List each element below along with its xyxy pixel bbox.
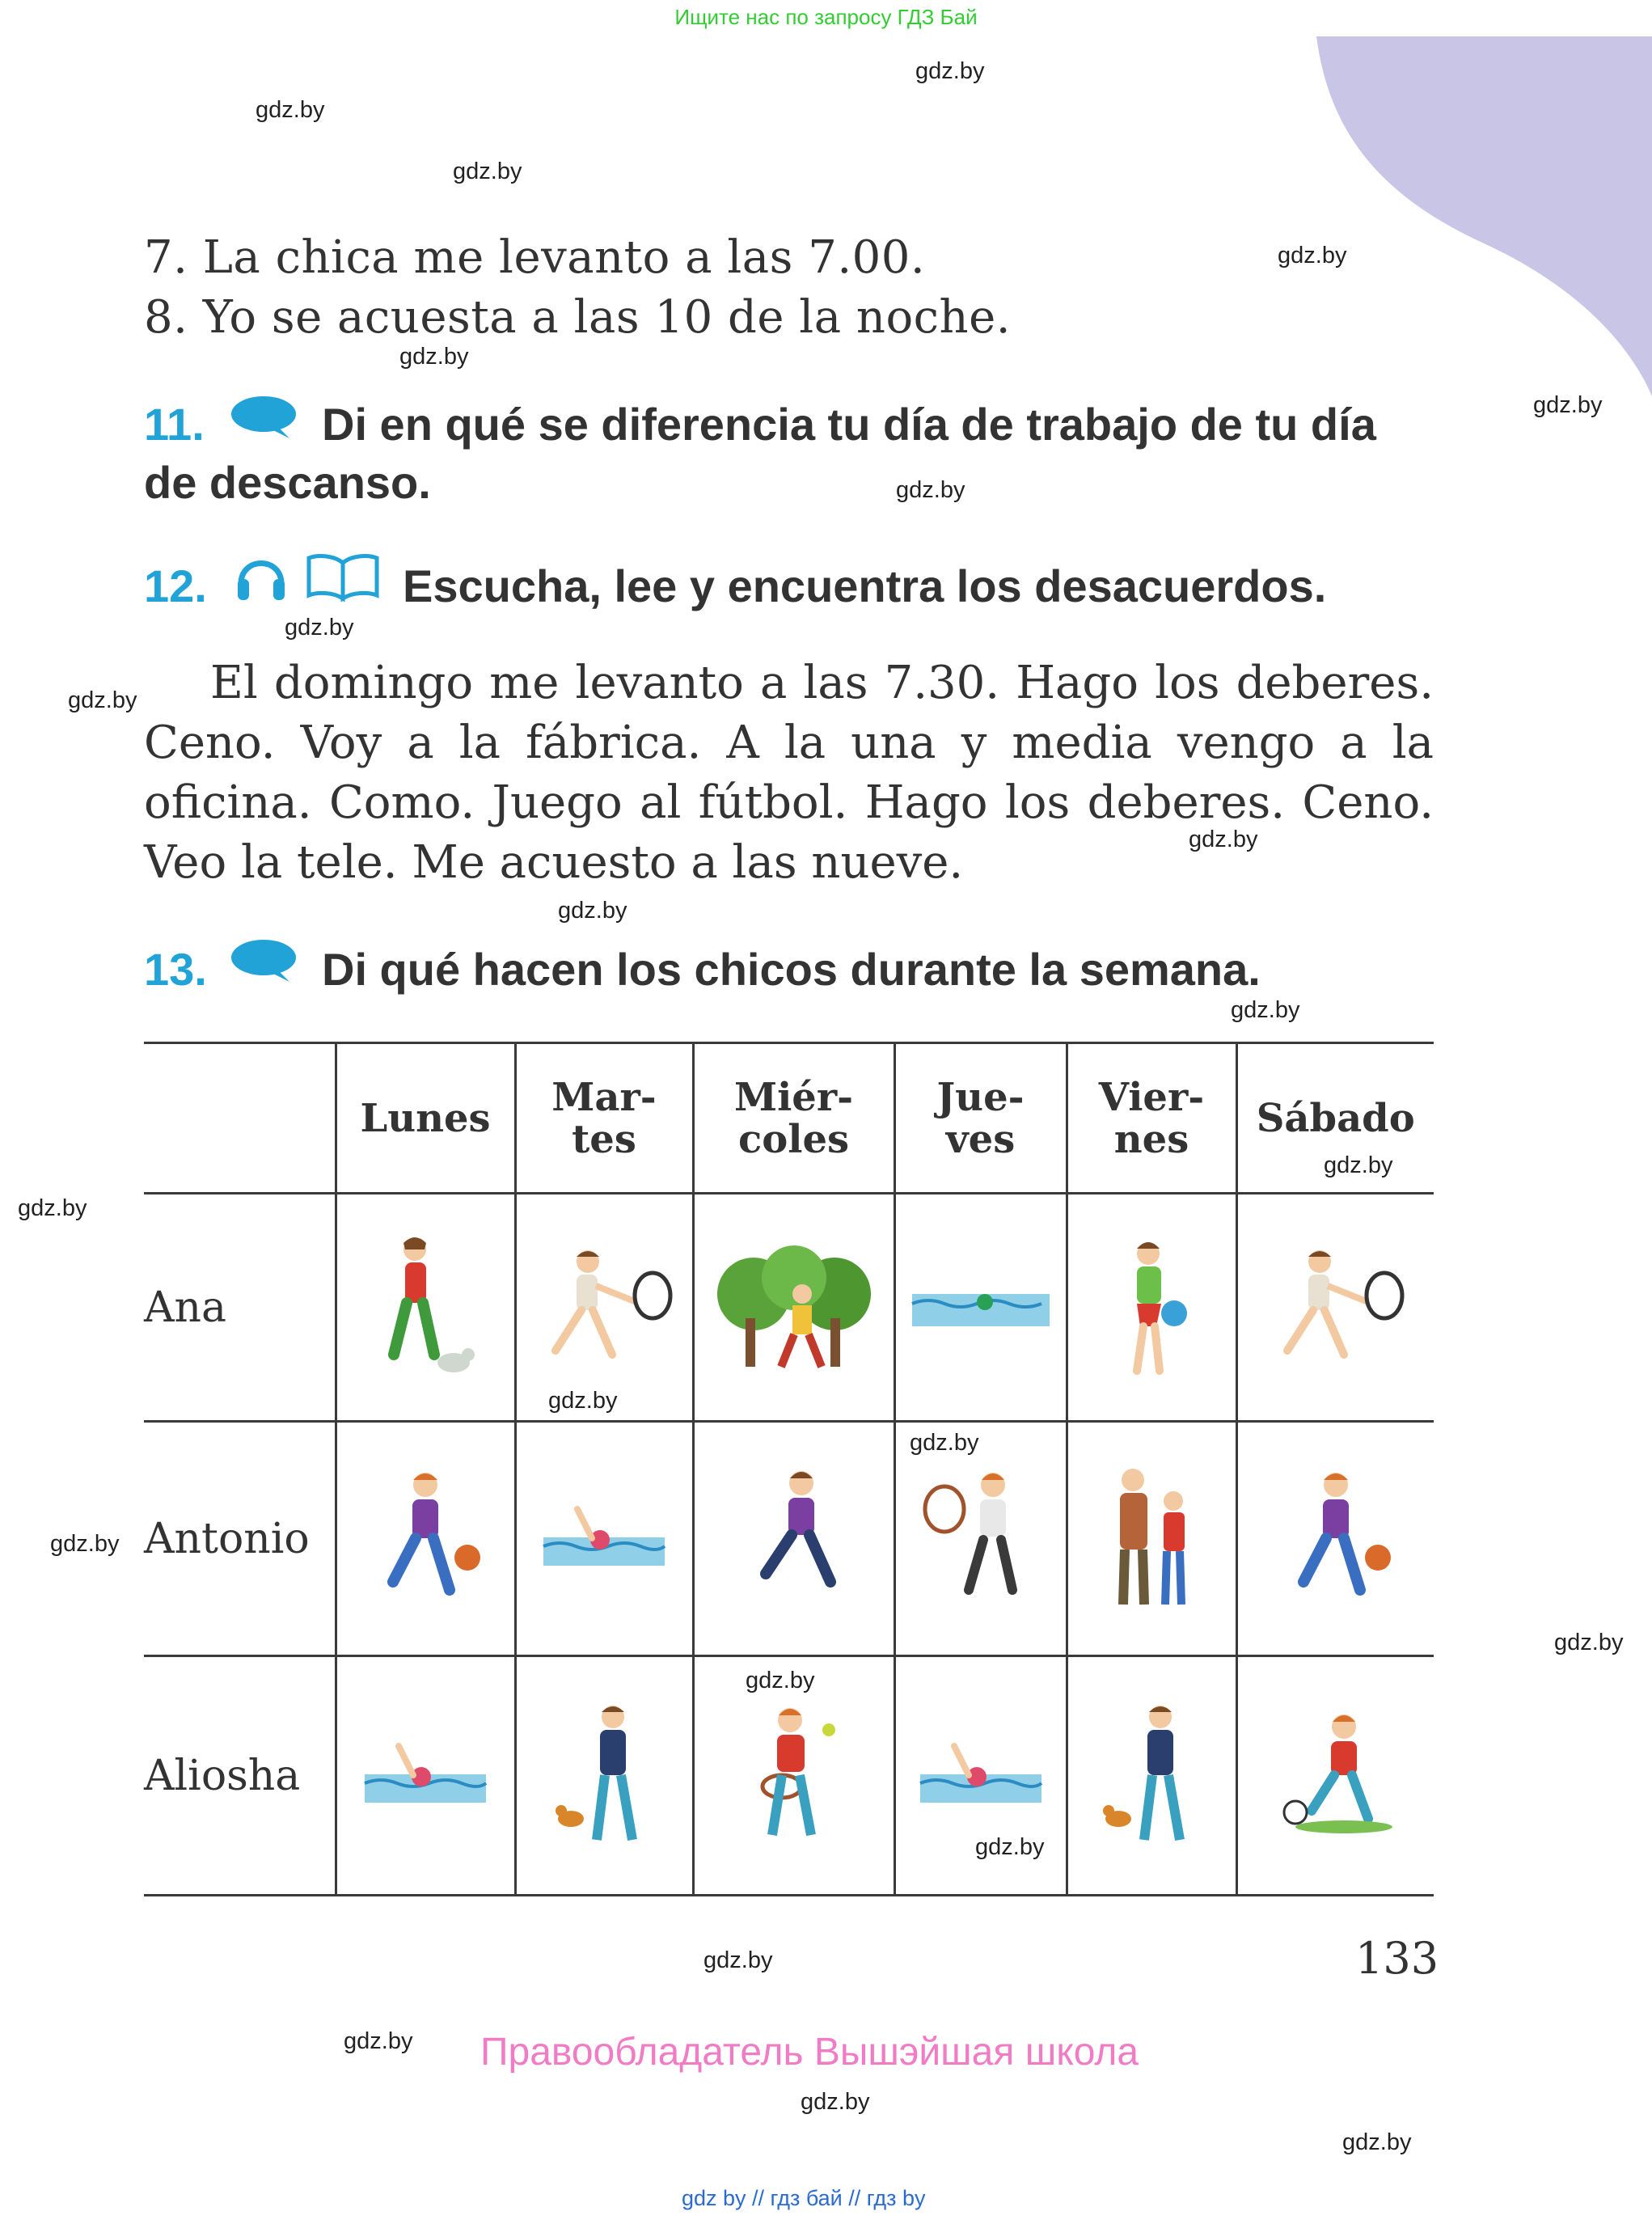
swimming-illustration: [357, 1730, 494, 1819]
watermark: gdz.by: [285, 615, 354, 641]
watermark: gdz.by: [399, 344, 469, 370]
activity-basketball: [336, 1422, 515, 1656]
tennis-illustration: [1255, 1237, 1417, 1375]
sentence-7: 7. La chica me levanto a las 7.00.: [144, 231, 926, 284]
swimming-illustration: [912, 1730, 1050, 1819]
weekly-activities-table: [144, 1042, 1434, 1896]
exercise-11-number: 11.: [144, 399, 205, 450]
basketball-illustration: [1271, 1461, 1401, 1614]
tennis-illustration: [523, 1237, 685, 1375]
exercise-12-title: Escucha, lee y encuentra los desacuerdos.: [403, 560, 1327, 611]
watermark: gdz.by: [896, 477, 965, 503]
exercise-12-text: El domingo me levanto a las 7.30. Hago los deberes. Ceno. Voy a la fábrica. A la una y media vengo a la oficina. Como. Juego al fútbol. Hago los deberes. Ceno. Veo la tele. Me acuesto a las nueve.: [144, 657, 1434, 889]
swimming-illustration: [904, 1270, 1058, 1342]
day-header: Lunes: [336, 1043, 515, 1194]
activity-swimming: [894, 1656, 1067, 1896]
speech-bubble-icon: [230, 395, 299, 440]
headphones-icon: [234, 548, 288, 605]
child-name: Aliosha: [144, 1656, 336, 1896]
watermark: gdz.by: [1554, 1630, 1624, 1655]
walking-with-father-illustration: [1099, 1461, 1204, 1614]
day-header: Mar- tes: [515, 1043, 693, 1194]
child-name: Ana: [144, 1194, 336, 1422]
basketball-illustration: [361, 1461, 490, 1614]
watermark: gdz.by: [344, 2028, 413, 2054]
football-illustration: [1271, 1706, 1401, 1843]
day-header: Miér- coles: [693, 1043, 894, 1194]
walking-dog-illustration: [365, 1225, 486, 1387]
table-row: [144, 1422, 1434, 1656]
top-banner: Ищите нас по запросу ГДЗ Бай: [674, 5, 978, 29]
tennis-illustration: [912, 1461, 1050, 1614]
activity-walking-dog: [1067, 1656, 1236, 1896]
running-in-park-illustration: [713, 1237, 875, 1375]
activity-tennis: [1236, 1194, 1434, 1422]
table-row: [144, 1194, 1434, 1422]
watermark: gdz.by: [68, 687, 137, 713]
sentence-8: 8. Yo se acuesta a las 10 de la noche.: [144, 291, 1012, 344]
watermark: gdz.by: [453, 159, 522, 184]
corner-cell: [144, 1043, 336, 1194]
swimming-illustration: [535, 1493, 673, 1582]
decorative-blob: [1280, 0, 1652, 421]
table-header-row: [144, 1043, 1434, 1194]
day-header: Vier- nes: [1067, 1043, 1236, 1194]
activity-basketball: [1236, 1422, 1434, 1656]
page-number: 133: [1355, 1933, 1439, 1984]
watermark: gdz.by: [1324, 1152, 1393, 1178]
running-illustration: [733, 1461, 855, 1614]
activity-ball: [1067, 1194, 1236, 1422]
activity-football: [1236, 1656, 1434, 1896]
exercise-13-number: 13.: [144, 944, 207, 995]
exercise-11-title-line2: de descanso.: [144, 457, 431, 508]
child-name: Antonio: [144, 1422, 336, 1656]
watermark: gdz.by: [256, 97, 325, 123]
speech-bubble-icon: [230, 938, 299, 983]
book-icon: [306, 552, 380, 602]
day-header: Jue- ves: [894, 1043, 1067, 1194]
watermark: gdz.by: [18, 1195, 87, 1221]
watermark: gdz.by: [1278, 243, 1347, 268]
activity-swimming: [894, 1194, 1067, 1422]
watermark: gdz.by: [50, 1531, 120, 1557]
walking-dog-illustration: [1099, 1698, 1204, 1851]
watermark: gdz.by: [801, 2089, 870, 2115]
activity-running-park: [693, 1194, 894, 1422]
watermark: gdz.by: [915, 58, 985, 84]
table-row: [144, 1656, 1434, 1896]
watermark: gdz.by: [703, 1947, 773, 1973]
exercise-13-title: Di qué hacen los chicos durante la semana.: [322, 944, 1261, 995]
walking-dog-illustration: [551, 1698, 657, 1851]
exercise-12-number: 12.: [144, 560, 207, 611]
day-header: Sábado: [1236, 1043, 1434, 1194]
watermark: gdz.by: [1342, 2129, 1412, 2155]
footer-links: gdz by // гдз бай // гдз by: [682, 2186, 926, 2210]
activity-walking-dog: [515, 1656, 693, 1896]
activity-walking-with-father: [1067, 1422, 1236, 1656]
activity-swimming: [515, 1422, 693, 1656]
watermark: gdz.by: [1231, 997, 1300, 1023]
activity-walking-dog: [336, 1194, 515, 1422]
activity-swimming: [336, 1656, 515, 1896]
activity-tennis: [693, 1656, 894, 1896]
watermark: gdz.by: [548, 1388, 618, 1414]
watermark: gdz.by: [975, 1834, 1045, 1860]
watermark: gdz.by: [746, 1668, 815, 1693]
ball-play-illustration: [1103, 1229, 1200, 1383]
tennis-illustration: [733, 1698, 855, 1851]
activity-tennis: [894, 1422, 1067, 1656]
watermark: gdz.by: [1533, 392, 1603, 418]
rights-holder: Правообладатель Вышэйшая школа: [480, 2031, 1139, 2074]
watermark: gdz.by: [1189, 827, 1258, 852]
activity-running: [693, 1422, 894, 1656]
watermark: gdz.by: [910, 1430, 979, 1456]
exercise-11-title-line1: Di en qué se diferencia tu día de trabajo de tu día: [322, 399, 1376, 450]
activity-tennis: [515, 1194, 693, 1422]
watermark: gdz.by: [558, 898, 627, 924]
